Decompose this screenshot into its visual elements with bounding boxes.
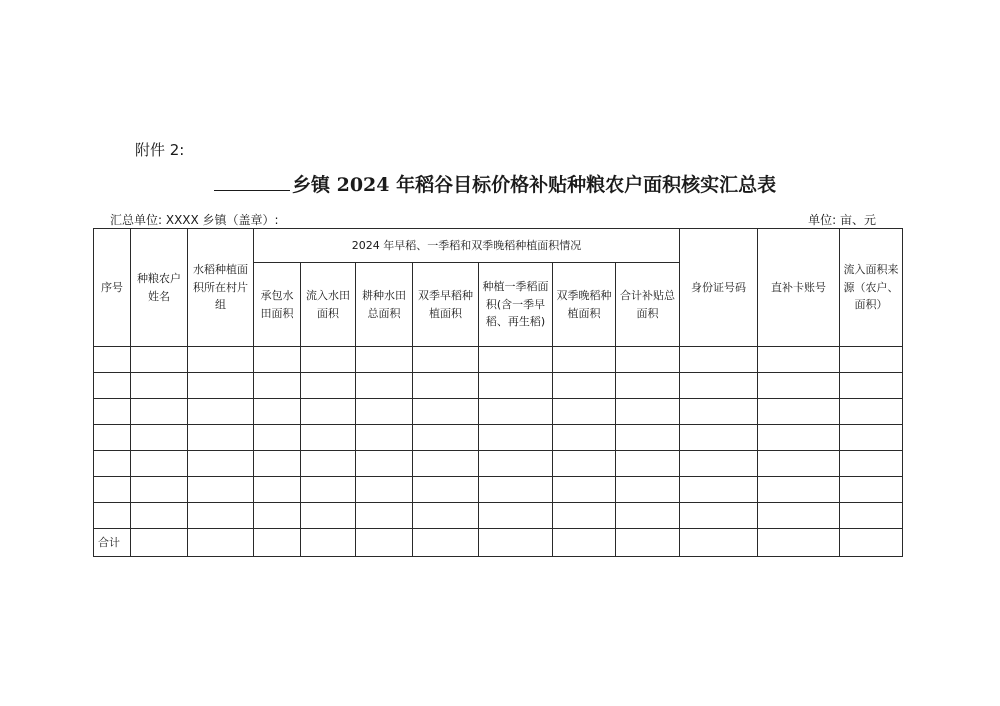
table-cell xyxy=(616,425,680,451)
col-header-total-paddy: 耕种水田总面积 xyxy=(356,263,413,347)
group-header-planting-area: 2024 年早稻、一季稻和双季晚稻种植面积情况 xyxy=(254,229,680,263)
table-cell xyxy=(131,399,188,425)
table-cell xyxy=(553,425,616,451)
table-cell xyxy=(413,503,479,529)
table-cell xyxy=(94,399,131,425)
col-header-double-early: 双季早稻种植面积 xyxy=(413,263,479,347)
table-cell xyxy=(301,477,356,503)
table-cell xyxy=(356,503,413,529)
table-cell xyxy=(553,503,616,529)
form-title-text: 乡镇 2024 年稻谷目标价格补贴种粮农户面积核实汇总表 xyxy=(292,174,777,196)
table-row xyxy=(94,477,903,503)
table-cell xyxy=(479,477,553,503)
table-cell xyxy=(680,451,758,477)
table-cell xyxy=(94,503,131,529)
table-cell xyxy=(680,373,758,399)
table-cell xyxy=(254,425,301,451)
table-cell xyxy=(188,503,254,529)
table-cell xyxy=(553,373,616,399)
table-cell xyxy=(840,477,903,503)
table-row xyxy=(94,373,903,399)
table-cell xyxy=(188,399,254,425)
table-cell xyxy=(94,477,131,503)
table-cell xyxy=(254,477,301,503)
table-cell xyxy=(301,451,356,477)
table-cell xyxy=(840,373,903,399)
table-cell xyxy=(553,451,616,477)
table-cell xyxy=(254,347,301,373)
table-cell xyxy=(616,347,680,373)
table-cell xyxy=(131,451,188,477)
table-cell xyxy=(840,347,903,373)
table-cell xyxy=(413,425,479,451)
table-cell xyxy=(616,373,680,399)
table-cell xyxy=(254,451,301,477)
table-cell xyxy=(680,347,758,373)
township-blank-line xyxy=(214,190,290,191)
table-cell xyxy=(680,399,758,425)
col-header-contracted-paddy: 承包水田面积 xyxy=(254,263,301,347)
table-row xyxy=(94,451,903,477)
attachment-label: 附件 2: xyxy=(135,141,185,159)
table-cell xyxy=(254,373,301,399)
table-cell xyxy=(616,399,680,425)
table-cell xyxy=(758,425,840,451)
table-cell xyxy=(840,399,903,425)
table-cell xyxy=(413,373,479,399)
col-header-farmer-name: 种粮农户姓名 xyxy=(131,229,188,347)
col-header-double-late: 双季晚稻种植面积 xyxy=(553,263,616,347)
table-cell xyxy=(479,451,553,477)
col-header-village-group: 水稻种植面积所在村片组 xyxy=(188,229,254,347)
table-cell xyxy=(356,477,413,503)
table-cell xyxy=(616,451,680,477)
table-cell xyxy=(479,399,553,425)
table-cell xyxy=(131,503,188,529)
table-cell xyxy=(479,425,553,451)
table-cell xyxy=(131,347,188,373)
col-header-inflow-paddy: 流入水田面积 xyxy=(301,263,356,347)
table-cell xyxy=(840,425,903,451)
table-cell xyxy=(94,451,131,477)
table-cell xyxy=(413,477,479,503)
table-cell xyxy=(301,373,356,399)
col-header-inflow-source: 流入面积来源（农户、面积） xyxy=(840,229,903,347)
table-cell xyxy=(301,425,356,451)
table-cell xyxy=(758,503,840,529)
table-row xyxy=(94,425,903,451)
table-cell xyxy=(94,347,131,373)
table-cell xyxy=(413,399,479,425)
table-cell xyxy=(301,399,356,425)
table-cell xyxy=(301,503,356,529)
table-cell xyxy=(616,477,680,503)
table-cell xyxy=(356,425,413,451)
table-cell xyxy=(680,477,758,503)
area-verification-table xyxy=(93,228,903,557)
table-cell xyxy=(553,477,616,503)
table-cell xyxy=(94,425,131,451)
col-header-bank-account: 直补卡账号 xyxy=(758,229,840,347)
table-cell xyxy=(188,347,254,373)
summary-unit-label: 汇总单位: XXXX 乡镇（盖章）: xyxy=(110,213,279,227)
table-cell xyxy=(131,425,188,451)
table-cell xyxy=(758,399,840,425)
col-header-subsidy-total: 合计补贴总面积 xyxy=(616,263,680,347)
table-cell xyxy=(356,347,413,373)
table-cell xyxy=(131,477,188,503)
col-header-seq: 序号 xyxy=(94,229,131,347)
table-cell xyxy=(479,503,553,529)
table-cell xyxy=(479,347,553,373)
table-cell xyxy=(758,451,840,477)
table-row xyxy=(94,399,903,425)
unit-label: 单位: 亩、元 xyxy=(808,213,876,227)
table-cell xyxy=(758,347,840,373)
table-body xyxy=(94,347,903,557)
table-cell xyxy=(188,451,254,477)
table-cell xyxy=(553,399,616,425)
table-cell xyxy=(758,477,840,503)
table-cell xyxy=(254,399,301,425)
table-cell xyxy=(553,347,616,373)
table-cell xyxy=(356,451,413,477)
table-row xyxy=(94,503,903,529)
col-header-single-season: 种植一季稻面积(含一季早稻、再生稻) xyxy=(479,263,553,347)
table-cell xyxy=(188,425,254,451)
table-cell xyxy=(131,373,188,399)
table-cell xyxy=(680,503,758,529)
col-header-id-number: 身份证号码 xyxy=(680,229,758,347)
table-cell xyxy=(758,373,840,399)
table-cell xyxy=(188,373,254,399)
total-label: 合计 xyxy=(94,529,131,557)
table-cell xyxy=(616,503,680,529)
table-cell xyxy=(413,451,479,477)
table-cell xyxy=(680,425,758,451)
table-cell xyxy=(188,477,254,503)
table-row xyxy=(94,347,903,373)
table-cell xyxy=(94,373,131,399)
table-cell xyxy=(356,373,413,399)
table-cell xyxy=(356,399,413,425)
total-row xyxy=(94,529,903,557)
table-cell xyxy=(413,347,479,373)
form-title xyxy=(214,170,776,197)
table-cell xyxy=(301,347,356,373)
table-cell xyxy=(840,503,903,529)
table-cell xyxy=(254,503,301,529)
table-cell xyxy=(840,451,903,477)
table-cell xyxy=(479,373,553,399)
